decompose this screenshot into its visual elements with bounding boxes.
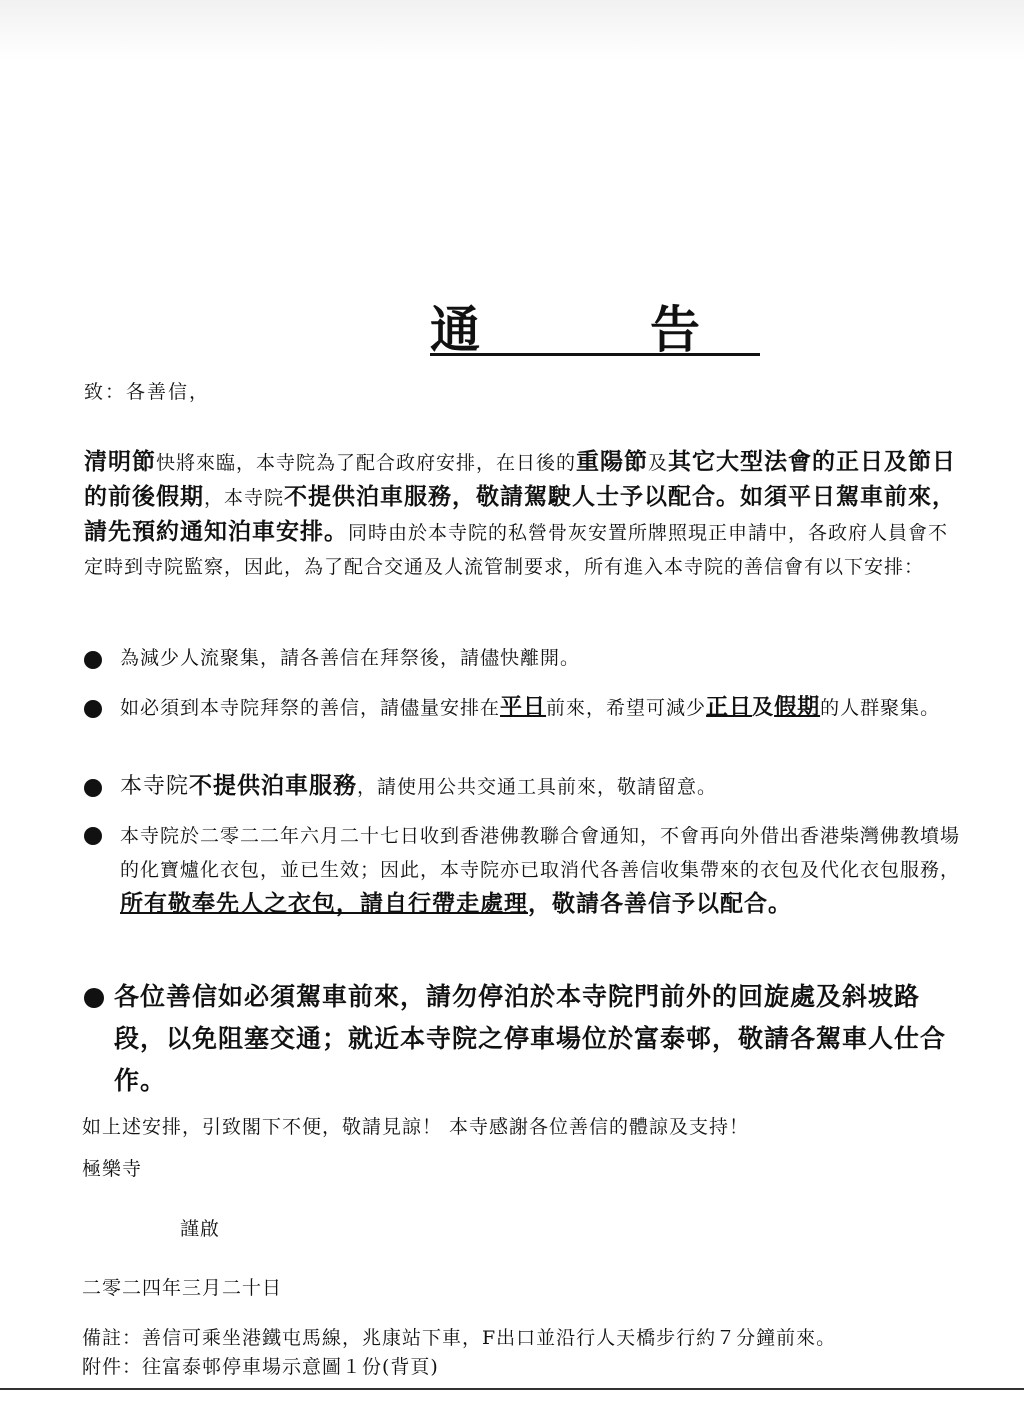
bullet-3-no-parking: 不提供泊車服務 (189, 772, 358, 799)
bullet-dot-icon (84, 651, 102, 669)
bullet-3-text-c: ，請使用公共交通工具前來，敬請留意。 (357, 776, 718, 798)
bullet-4-text-c: ，敬請各善信予以配合。 (528, 890, 792, 917)
intro-text-3: ，本寺院 (204, 487, 285, 509)
intro-festival-2: 重陽節 (576, 448, 649, 475)
bullet-item-1 (84, 643, 964, 673)
bullet-dot-icon (84, 827, 102, 845)
salutation: 致：各善信， (84, 381, 211, 403)
bullet-2-main-day: 正日 (706, 694, 753, 720)
bullet-dot-icon (84, 700, 102, 718)
scan-edge (0, 0, 1024, 60)
intro-holidays: 其它大型法會的正日及節日的前後假期 (84, 448, 957, 510)
closing-text: 如上述安排，引致閣下不便，敬請見諒！ 本寺感謝各位善信的體諒及支持！ (82, 1116, 750, 1138)
respect-closing: 謹啟 (180, 1218, 221, 1240)
bullet-item-3 (84, 771, 964, 802)
remark: 備註：善信可乘坐港鐵屯馬線，兆康站下車，F出口並沿行人天橋步行約７分鐘前來。 (82, 1327, 837, 1349)
notice-date: 二零二四年三月二十日 (82, 1277, 283, 1299)
bullet-text-1: 為減少人流聚集，請各善信在拜祭後，請儘快離開。 (120, 647, 581, 669)
bullet-2-text-c: 前來，希望可減少 (546, 697, 707, 719)
signature: 極樂寺 (82, 1158, 143, 1180)
bullet-2-text-a: 如必須到本寺院拜祭的善信，請儘量安排在 (120, 697, 501, 719)
bullet-text-3 (120, 771, 960, 802)
bullet-3-text-a: 本寺院 (120, 774, 190, 799)
intro-text-2: 及 (648, 452, 669, 474)
intro-text-1: 快將來臨，本寺院為了配合政府安排，在日後的 (156, 452, 577, 474)
bullet-item-4 (84, 819, 964, 922)
intro-paragraph (84, 445, 964, 584)
bullet-dot-icon (84, 988, 104, 1008)
bullet-4-text-a: 本寺院於二零二二年六月二十七日收到香港佛教聯合會通知，不會再向外借出香港柴灣佛教墳場的化寶爐化衣包，並已生效；因此，本寺院亦已取消代各善信收集帶來的衣包及代化衣包服務， (120, 825, 961, 881)
bullet-4-clothing: 所有敬奉先人之衣包，請自行帶走處理 (120, 890, 528, 917)
bullet-text-5: 各位善信如必須駕車前來，請勿停泊於本寺院門前外的回旋處及斜坡路段，以免阻塞交通；就近本寺院之停車場位於富泰邨，敬請各駕車人仕合作。 (114, 982, 947, 1095)
intro-no-parking: 不提供泊車服務，敬請駕駛人士予以配合。如須平日駕車前來，請先預約通知泊車安排。 (84, 483, 957, 545)
attachment: 附件：往富泰邨停車場示意圖１份(背頁) (82, 1356, 439, 1378)
bullet-text-2 (120, 692, 960, 723)
notice-title: 通 告 (430, 300, 760, 359)
bullet-dot-icon (84, 779, 102, 797)
bullet-item-2 (84, 692, 964, 723)
intro-text-4: 同時由於本寺院的私營骨灰安置所牌照現正申請中，各政府人員會不定時到寺院監察，因此，為了配合交通及人流管制要求，所有進入本寺院的善信會有以下安排： (84, 522, 949, 578)
bullet-2-weekday: 平日 (500, 694, 547, 720)
intro-festival: 清明節 (84, 448, 156, 475)
bullet-text-4 (120, 819, 960, 922)
bullet-2-holiday: 假期 (774, 694, 821, 720)
bullet-2-text-g: 的人群聚集。 (820, 697, 941, 719)
bullet-2-and: 及 (752, 694, 775, 719)
bullet-item-5 (84, 976, 964, 1102)
